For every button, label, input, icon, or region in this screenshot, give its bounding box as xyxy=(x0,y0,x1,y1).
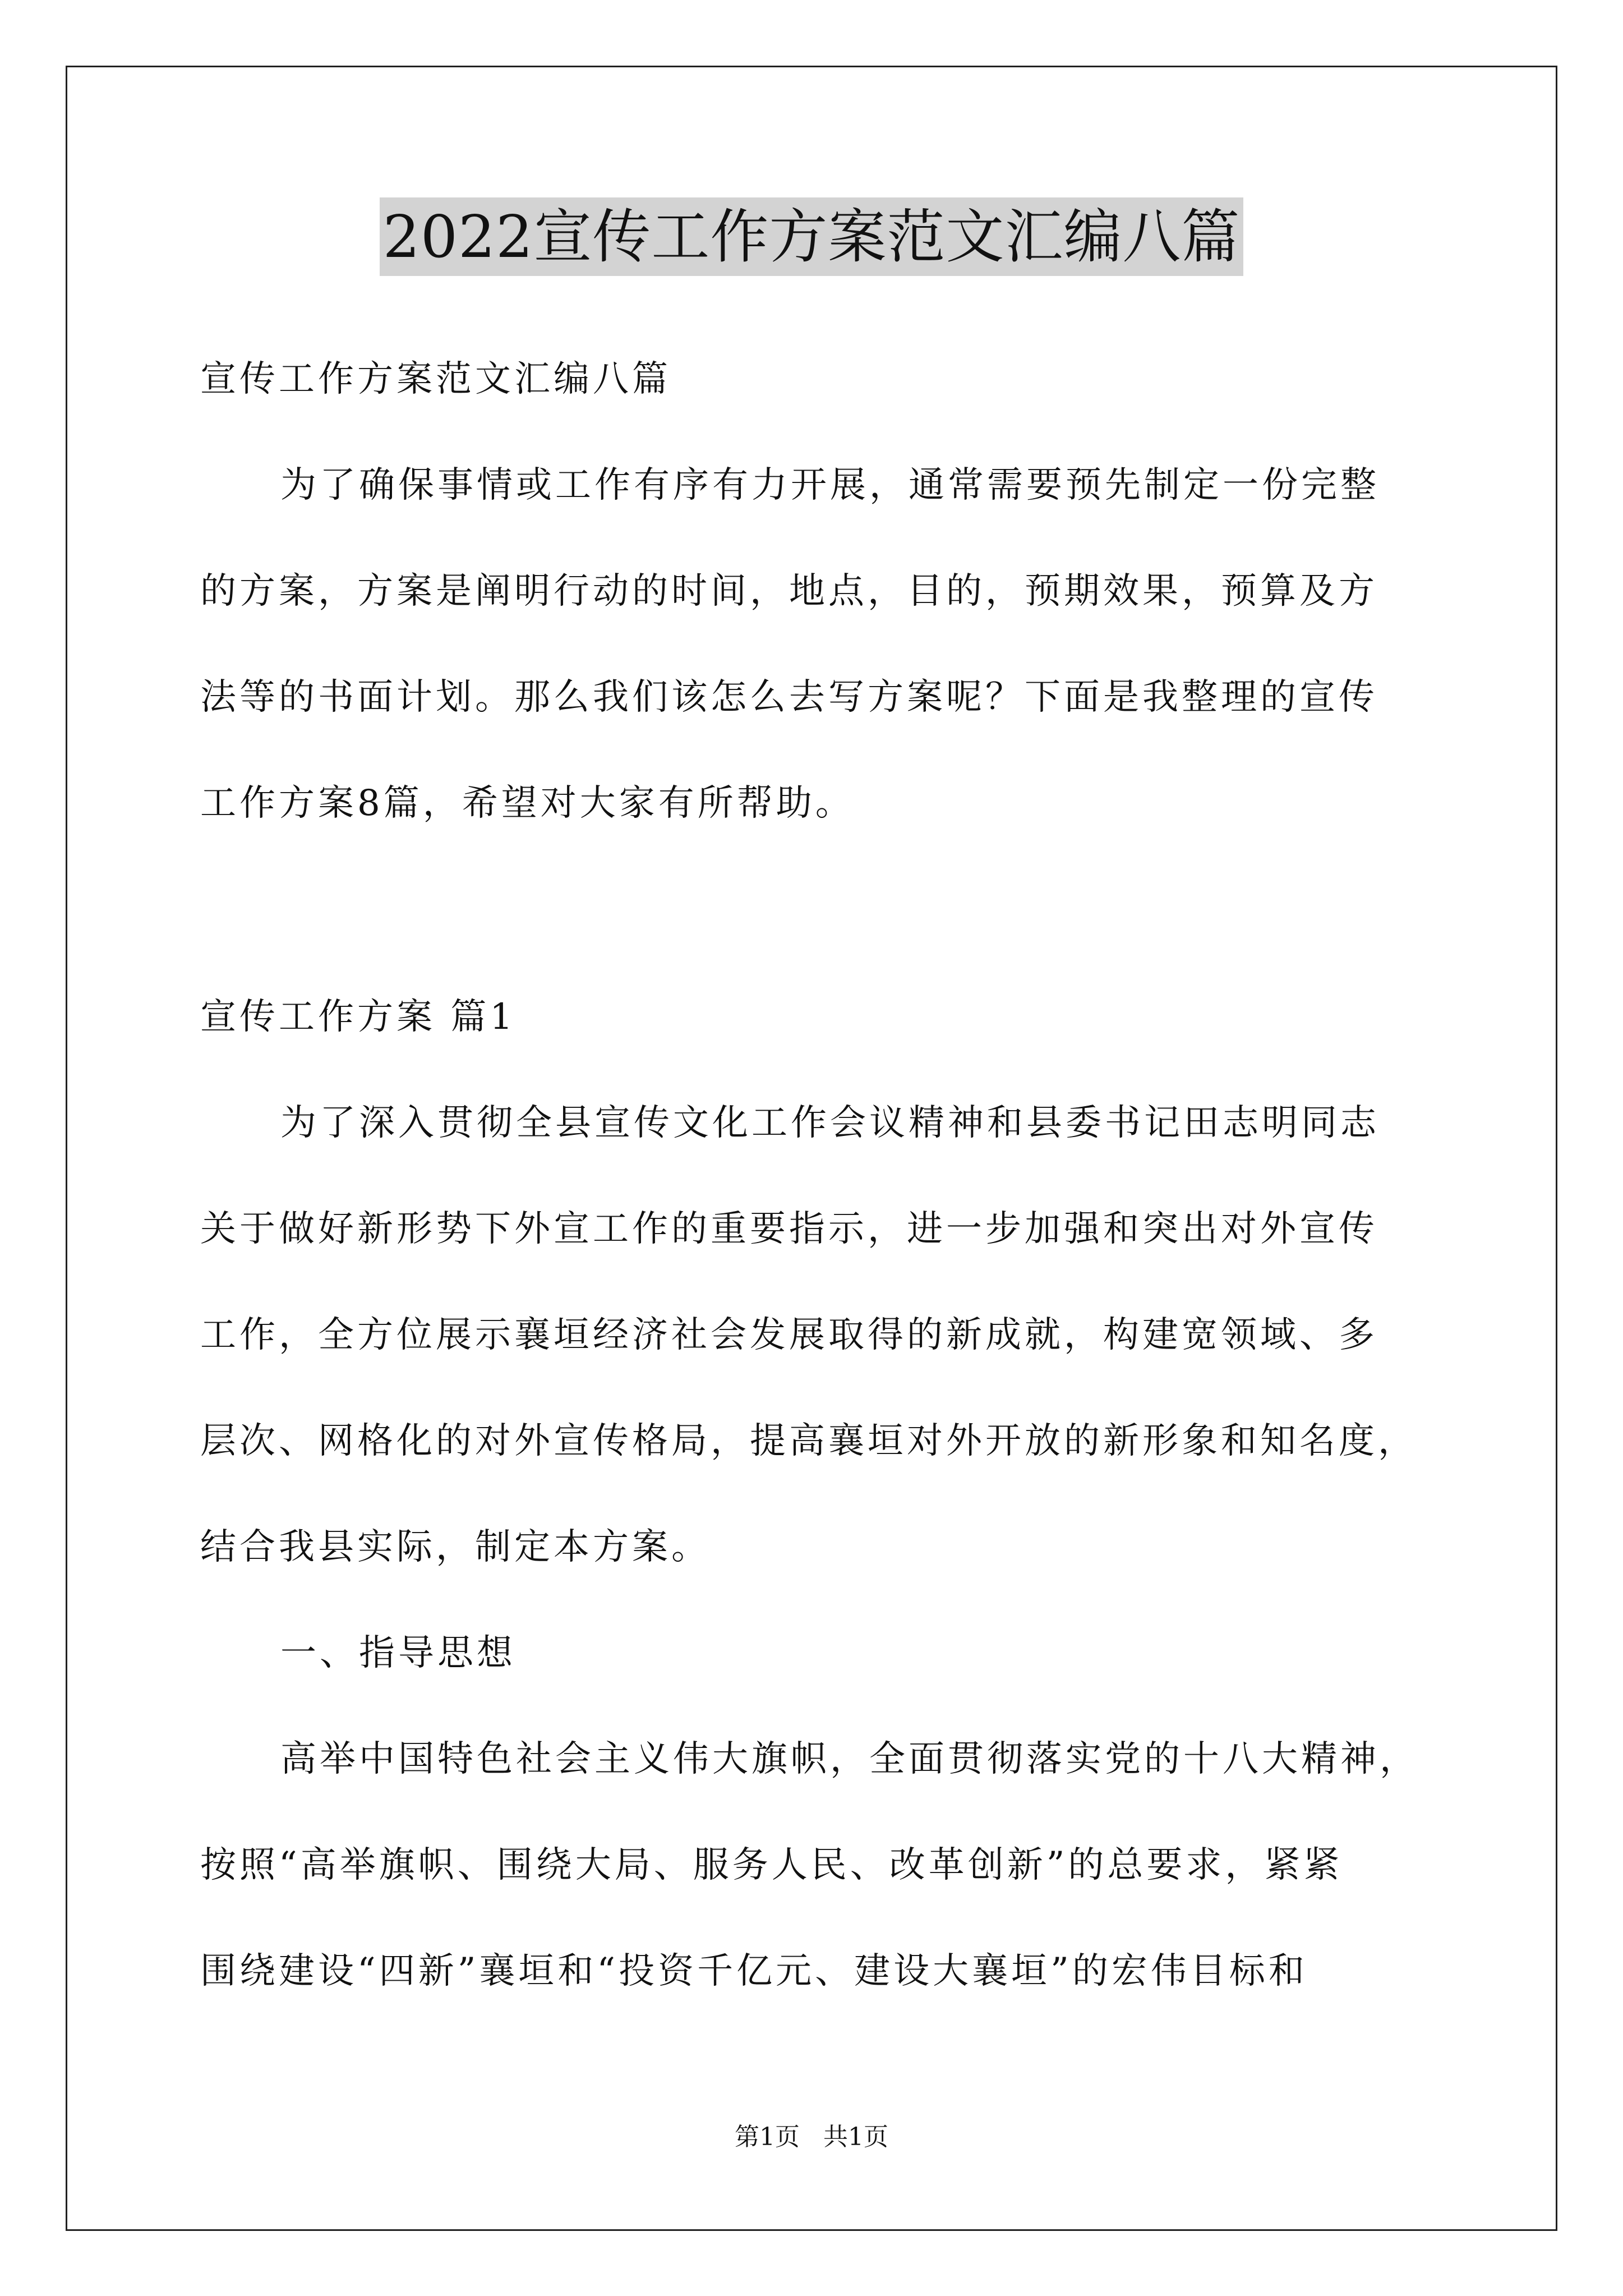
guiding-paragraph-line: 高举中国特色社会主义伟大旗帜，全面贯彻落实党的十八大精神， xyxy=(280,1738,1419,1780)
intro-line: 法等的书面计划。那么我们该怎么去写方案呢？下面是我整理的宣传 xyxy=(200,677,1378,718)
guiding-paragraph-line: 按照“高举旗帜、围绕大局、服务人民、改革创新”的总要求，紧紧 xyxy=(200,1844,1343,1886)
section-paragraph-line: 为了深入贯彻全县宣传文化工作会议精神和县委书记田志明同志 xyxy=(280,1102,1380,1144)
subheading: 一、指导思想 xyxy=(280,1632,516,1674)
document-title: 2022宣传工作方案范文汇编八篇 xyxy=(380,197,1244,276)
section-paragraph-line: 层次、网格化的对外宣传格局，提高襄垣对外开放的新形象和知名度， xyxy=(200,1420,1417,1462)
section-paragraph-line: 关于做好新形势下外宣工作的重要指示，进一步加强和突出对外宣传 xyxy=(200,1208,1378,1250)
section-paragraph-line: 工作，全方位展示襄垣经济社会发展取得的新成就，构建宽领域、多 xyxy=(200,1314,1378,1356)
intro-line: 工作方案8篇，希望对大家有所帮助。 xyxy=(200,783,855,824)
document-subtitle: 宣传工作方案范文汇编八篇 xyxy=(200,358,671,400)
section-paragraph-line: 结合我县实际，制定本方案。 xyxy=(200,1526,711,1568)
guiding-paragraph-line: 围绕建设“四新”襄垣和“投资千亿元、建设大襄垣”的宏伟目标和 xyxy=(200,1950,1308,1992)
section-heading: 宣传工作方案 篇1 xyxy=(200,996,517,1038)
intro-line: 为了确保事情或工作有序有力开展，通常需要预先制定一份完整 xyxy=(280,464,1380,506)
title-container xyxy=(0,197,1623,276)
intro-line: 的方案，方案是阐明行动的时间，地点，目的，预期效果，预算及方 xyxy=(200,570,1378,612)
page-number-footer: 第1页 共1页 xyxy=(735,2123,888,2151)
